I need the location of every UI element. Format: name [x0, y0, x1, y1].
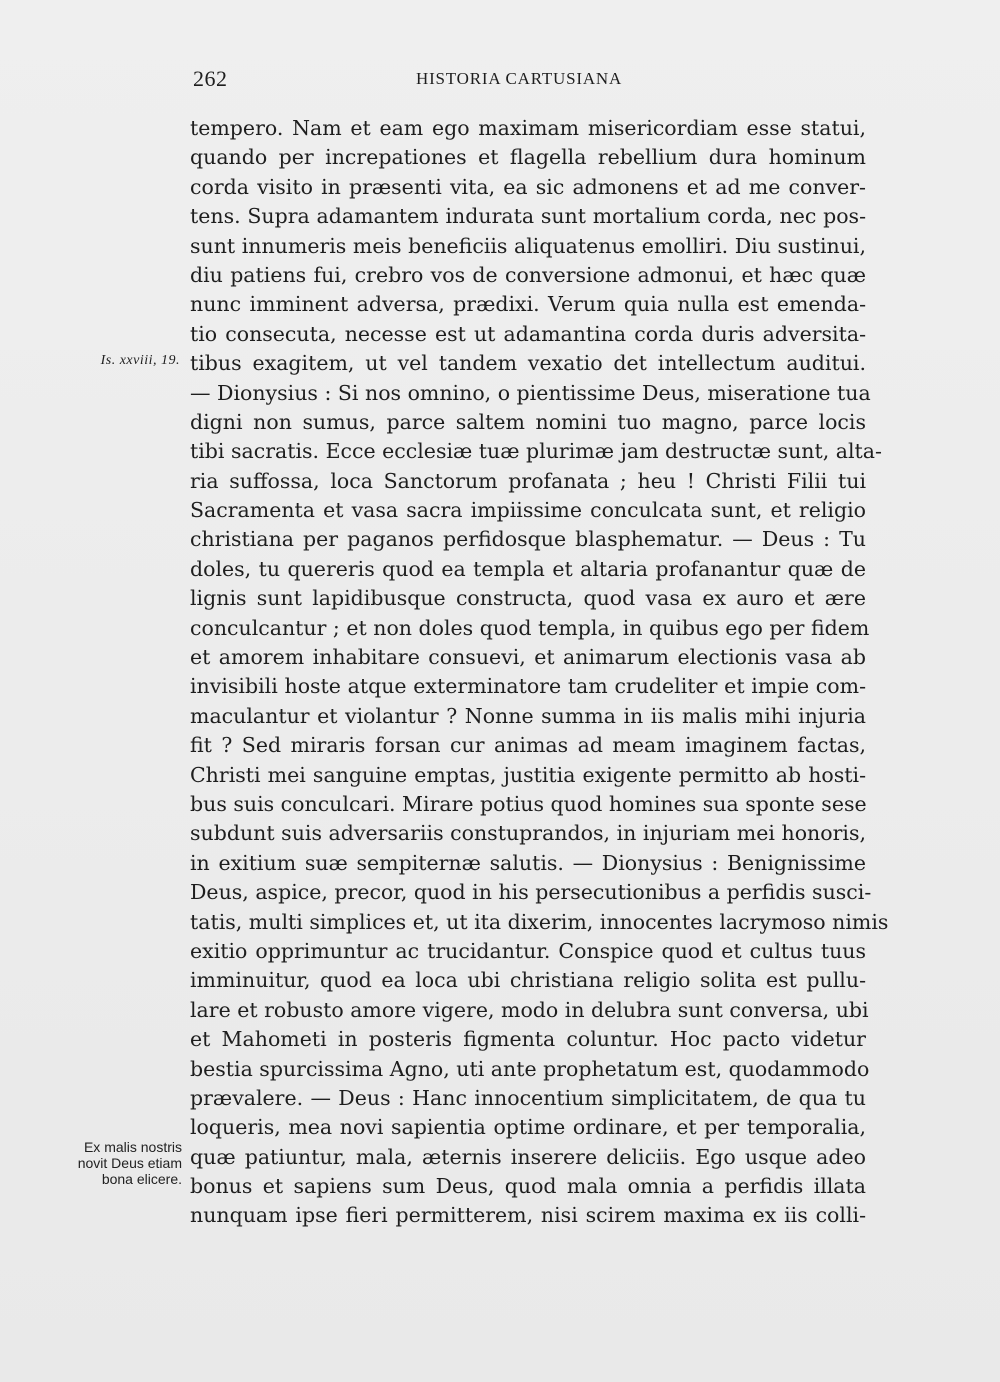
text-line: conculcantur ; et non doles quod templa, in quibus ego per fidem — [190, 615, 870, 640]
text-line: nunquam ipse fieri permitterem, nisi scirem maxima ex iis colli- — [190, 1203, 866, 1228]
text-line: et amorem inhabitare consuevi, et animarum electionis vasa ab — [190, 645, 866, 670]
text-line: tempero. Nam et eam ego maximam misericordiam esse statui, — [190, 116, 866, 140]
text-line: quando per increpationes et flagella rebellium dura hominum — [190, 145, 866, 170]
text-line: tatis, multi simplices et, ut ita dixerim, innocentes lacrymoso nimis — [190, 909, 889, 934]
text-line: bus suis conculcari. Mirare potius quod homines sua sponte sese — [190, 791, 867, 816]
text-line: lare et robusto amore vigere, modo in delubra sunt conversa, ubi — [190, 997, 869, 1022]
text-line: loqueris, mea novi sapientia optime ordinare, et per temporalia, — [190, 1115, 866, 1140]
text-line: exitio opprimuntur ac trucidantur. Conspice quod et cultus tuus — [190, 938, 866, 963]
text-line: in exitium suæ sempiternæ salutis. — Dionysius : Benignissime — [190, 850, 866, 875]
text-line: corda visito in præsenti vita, ea sic admonens et ad me conver- — [190, 174, 866, 199]
text-line: prævalere. — Deus : Hanc innocentium simplicitatem, de qua tu — [190, 1085, 866, 1110]
text-line: Deus, aspice, precor, quod in his persecutionibus a perfidis susci- — [190, 880, 872, 905]
text-line: invisibili hoste atque exterminatore tam crudeliter et impie com- — [190, 674, 866, 699]
text-line: bonus et sapiens sum Deus, quod mala omnia a perfidis illata — [190, 1174, 866, 1199]
text-line: doles, tu quereris quod ea templa et altaria profanantur quæ de — [190, 556, 866, 581]
text-line: imminuitur, quod ea loca ubi christiana religio solita est pullu- — [190, 968, 866, 993]
margin-note-line: bona elicere. — [101, 1171, 182, 1187]
text-line: maculantur et violantur ? Nonne summa in iis malis mihi injuria — [190, 703, 866, 728]
text-line: tibus exagitem, ut vel tandem vexatio det intellectum auditui. — [190, 351, 866, 376]
margin-note — [40, 1139, 182, 1187]
text-line: sunt innumeris meis beneficiis aliquatenus emolliri. Diu sustinui, — [190, 233, 866, 258]
text-line: tibi sacratis. Ecce ecclesiæ tuæ plurimæ jam destructæ sunt, alta- — [190, 439, 882, 464]
page-number: 262 — [193, 66, 228, 91]
text-line: — Dionysius : Si nos omnino, o pientissime Deus, miseratione tua — [190, 380, 871, 405]
text-line: nunc imminent adversa, prædixi. Verum quia nulla est emenda- — [190, 292, 866, 317]
text-line: Christi mei sanguine emptas, justitia exigente permitto ab hosti- — [190, 762, 866, 787]
text-line: digni non sumus, parce saltem nomini tuo magno, parce locis — [190, 409, 866, 434]
running-title: HISTORIA CARTUSIANA — [416, 69, 623, 88]
text-line: et Mahometi in posteris figmenta coluntur. Hoc pacto videtur — [190, 1027, 866, 1052]
text-line: lignis sunt lapidibusque constructa, quod vasa ex auro et ære — [190, 586, 866, 611]
margin-note-line: Ex malis nostris — [83, 1139, 182, 1155]
page-header — [193, 66, 863, 96]
text-line: Sacramenta et vasa sacra impiissime conculcata sunt, et religio — [190, 498, 866, 523]
text-line: christiana per paganos perfidosque blasphematur. — Deus : Tu — [190, 527, 866, 552]
text-line: subdunt suis adversariis constuprandos, in injuriam mei honoris, — [190, 821, 866, 846]
text-line: quæ patiuntur, mala, æternis inserere deliciis. Ego usque adeo — [190, 1144, 866, 1169]
margin-note-line: novit Deus etiam — [77, 1155, 182, 1171]
text-line: bestia spurcissima Agno, uti ante prophetatum est, quodammodo — [190, 1056, 870, 1081]
margin-reference: Is. xxviii, 19. — [100, 353, 180, 368]
text-line: ria suffossa, loca Sanctorum profanata ; heu ! Christi Filii tui — [190, 468, 866, 493]
text-line: diu patiens fui, crebro vos de conversione admonui, et hæc quæ — [190, 262, 866, 287]
text-line: tio consecuta, necesse est ut adamantina corda duris adversita- — [190, 321, 866, 346]
body-text — [190, 114, 889, 1231]
text-line: fit ? Sed miraris forsan cur animas ad meam imaginem factas, — [190, 733, 866, 758]
text-line: tens. Supra adamantem indurata sunt mortalium corda, nec pos- — [190, 204, 866, 229]
